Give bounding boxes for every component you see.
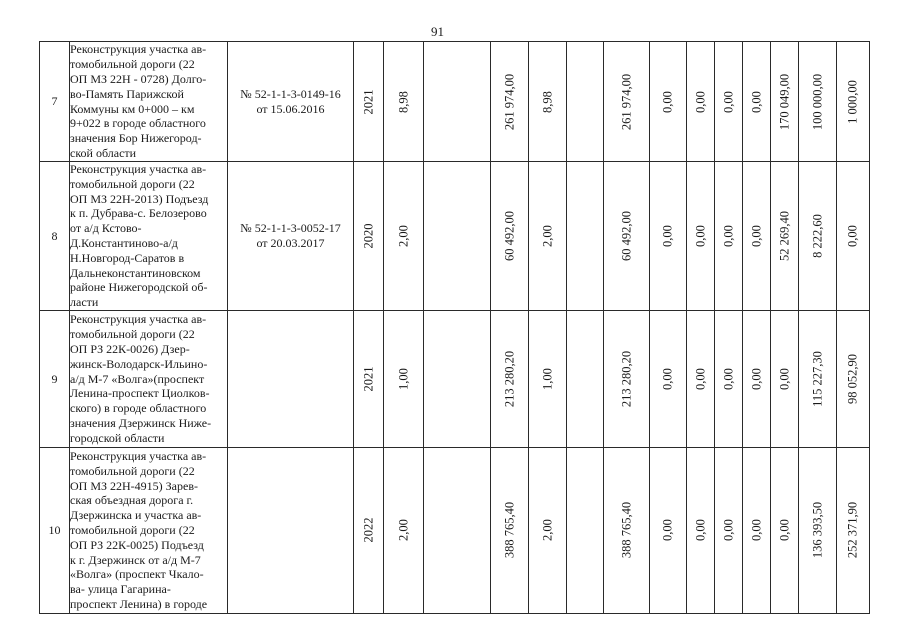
empty-cell xyxy=(424,42,491,162)
empty-cell xyxy=(424,447,491,613)
value-cell xyxy=(837,447,870,613)
value-cell xyxy=(650,162,687,311)
projects-table xyxy=(39,41,903,614)
name-line: к п. Дубрава-с. Белозерово xyxy=(70,206,207,221)
cell-value: 0,00 xyxy=(721,90,736,113)
year-cell xyxy=(354,447,384,613)
name-line: «Волга» (проспект Чкало- xyxy=(70,567,204,582)
value-cell xyxy=(650,310,687,447)
cost-cell xyxy=(491,42,529,162)
cell-value: 170 049,00 xyxy=(777,73,792,130)
name-line: ской области xyxy=(70,145,137,160)
empty-cell xyxy=(567,162,604,311)
cell-value: 8,98 xyxy=(540,90,555,113)
value-cell xyxy=(715,447,743,613)
object-name xyxy=(70,162,228,311)
name-line: ОП МЗ 22Н-4915) Зарев- xyxy=(70,478,198,493)
cost-cell xyxy=(604,42,650,162)
empty-cell xyxy=(424,310,491,447)
doc-number: № 52-1-1-3-0052-17 xyxy=(240,221,341,236)
value-cell xyxy=(743,310,771,447)
expertise-doc xyxy=(228,310,354,447)
name-line: Реконструкция участка ав- xyxy=(70,449,207,464)
value-cell xyxy=(799,42,837,162)
length-cell xyxy=(384,162,424,311)
value-cell xyxy=(771,447,799,613)
cell-value: 52 269,40 xyxy=(777,210,792,261)
value-cell xyxy=(715,310,743,447)
cell-value: 0,00 xyxy=(693,368,708,390)
name-line: Ленина-проспект Циолков- xyxy=(70,386,210,401)
name-line: томобильной дороги (22 xyxy=(70,176,195,191)
cell-value: 0,00 xyxy=(845,225,860,247)
row-number: 7 xyxy=(40,42,70,162)
cost-cell xyxy=(604,310,650,447)
cell-value: 261 974,00 xyxy=(502,73,517,130)
value-cell xyxy=(771,310,799,447)
value-cell xyxy=(650,447,687,613)
cell-value: 2021 xyxy=(361,89,376,114)
row-number: 8 xyxy=(40,162,70,311)
doc-date: от 20.03.2017 xyxy=(256,235,325,250)
length-cell xyxy=(529,42,567,162)
name-line: значения Дзержинск Ниже- xyxy=(70,415,212,430)
name-line: проспект Ленина) в городе xyxy=(70,597,208,612)
name-line: ва- улица Гагарина- xyxy=(70,582,171,597)
length-cell xyxy=(384,310,424,447)
name-line: Н.Новгород-Саратов в xyxy=(70,250,185,265)
cell-value: 0,00 xyxy=(721,225,736,247)
expertise-doc xyxy=(228,447,354,613)
cell-value: 1 000,00 xyxy=(845,79,860,124)
name-line: к г. Дзержинск от а/д М-7 xyxy=(70,552,201,567)
cell-value: 2021 xyxy=(361,366,376,392)
cell-value: 0,00 xyxy=(660,368,675,390)
cell-value: 0,00 xyxy=(721,519,736,542)
object-name xyxy=(70,310,228,447)
empty-cell xyxy=(567,310,604,447)
expertise-doc xyxy=(228,42,354,162)
name-line: районе Нижегородской об- xyxy=(70,280,208,295)
expertise-doc xyxy=(228,162,354,311)
table-row xyxy=(40,42,903,162)
name-line: ОП РЗ 22К-0025) Подъезд xyxy=(70,537,204,552)
row-number: 10 xyxy=(40,447,70,613)
name-line: ласти xyxy=(70,295,99,310)
cell-value: 0,00 xyxy=(693,90,708,113)
name-line: томобильной дороги (22 xyxy=(70,57,195,72)
cell-value: 115 227,30 xyxy=(810,351,825,407)
length-cell xyxy=(529,310,567,447)
table-row xyxy=(40,162,903,311)
cost-cell xyxy=(491,447,529,613)
cell-value: 2022 xyxy=(361,517,376,543)
name-line: Коммуны км 0+000 – км xyxy=(70,101,195,116)
cell-value: 0,00 xyxy=(660,225,675,247)
value-cell xyxy=(771,162,799,311)
cell-value: 2,00 xyxy=(540,519,555,542)
cell-value: 2,00 xyxy=(540,225,555,247)
cell-value: 60 492,00 xyxy=(619,210,634,261)
cell-value: 0,00 xyxy=(749,225,764,247)
doc-date: от 15.06.2016 xyxy=(256,101,325,116)
row-number: 9 xyxy=(40,310,70,447)
doc-number: № 52-1-1-3-0149-16 xyxy=(240,86,341,101)
cost-cell xyxy=(604,447,650,613)
name-line: а/д М-7 «Волга»(проспект xyxy=(70,371,205,386)
value-cell xyxy=(799,447,837,613)
cell-value: 98 052,90 xyxy=(845,353,860,404)
length-cell xyxy=(384,447,424,613)
year-cell xyxy=(354,310,384,447)
cell-value: 0,00 xyxy=(749,368,764,390)
value-cell xyxy=(743,162,771,311)
table-row xyxy=(40,447,903,613)
cell-value: 2,00 xyxy=(396,225,411,247)
name-line: Реконструкция участка ав- xyxy=(70,162,207,176)
name-line: от а/д Кстово- xyxy=(70,221,142,236)
value-cell xyxy=(687,42,715,162)
year-cell xyxy=(354,162,384,311)
name-line: 9+022 в городе областного xyxy=(70,116,206,131)
name-line: ОП МЗ 22Н - 0728) Долго- xyxy=(70,71,207,86)
value-cell xyxy=(837,162,870,311)
value-cell xyxy=(743,42,771,162)
cell-value: 2,00 xyxy=(396,519,411,542)
cell-value: 1,00 xyxy=(396,368,411,390)
name-line: Д.Константиново-а/д xyxy=(70,235,178,250)
name-line: томобильной дороги (22 xyxy=(70,523,195,538)
value-cell xyxy=(650,42,687,162)
value-cell xyxy=(799,310,837,447)
cell-value: 60 492,00 xyxy=(502,210,517,261)
cell-value: 2020 xyxy=(361,223,376,249)
length-cell xyxy=(384,42,424,162)
cell-value: 0,00 xyxy=(749,519,764,542)
empty-cell xyxy=(567,42,604,162)
name-line: во-Память Парижской xyxy=(70,86,184,101)
cell-value: 0,00 xyxy=(660,519,675,542)
cell-value: 213 280,20 xyxy=(619,350,634,408)
name-line: томобильной дороги (22 xyxy=(70,327,195,342)
cost-cell xyxy=(491,310,529,447)
cost-cell xyxy=(604,162,650,311)
name-line: Реконструкция участка ав- xyxy=(70,42,207,57)
cell-value: 261 974,00 xyxy=(619,73,634,130)
object-name xyxy=(70,447,228,613)
year-cell xyxy=(354,42,384,162)
name-line: ского) в городе областного xyxy=(70,401,207,416)
cell-value: 0,00 xyxy=(777,519,792,542)
value-cell xyxy=(687,447,715,613)
page-number: 91 xyxy=(431,24,444,39)
value-cell xyxy=(837,42,870,162)
length-cell xyxy=(529,447,567,613)
cell-value: 0,00 xyxy=(693,225,708,247)
cell-value: 0,00 xyxy=(660,90,675,113)
cell-value: 0,00 xyxy=(721,368,736,390)
value-cell xyxy=(837,310,870,447)
cell-value: 136 393,50 xyxy=(810,502,825,559)
cost-cell xyxy=(491,162,529,311)
name-line: Дальнеконстантиновском xyxy=(70,265,201,280)
value-cell xyxy=(799,162,837,311)
name-line: значения Бор Нижегород- xyxy=(70,131,202,146)
cell-value: 8,98 xyxy=(396,90,411,113)
object-name xyxy=(70,42,228,162)
cell-value: 388 765,40 xyxy=(619,502,634,559)
length-cell xyxy=(529,162,567,311)
cell-value: 0,00 xyxy=(749,90,764,113)
cell-value: 252 371,90 xyxy=(845,502,860,559)
table-row xyxy=(40,310,903,447)
name-line: ская объездная дорога г. xyxy=(70,493,194,508)
empty-cell xyxy=(424,162,491,311)
name-line: Реконструкция участка ав- xyxy=(70,312,207,327)
name-line: жинск-Володарск-Ильино- xyxy=(70,356,208,371)
cell-value: 1,00 xyxy=(540,368,555,390)
cell-value: 0,00 xyxy=(693,519,708,542)
name-line: Дзержинска и участка ав- xyxy=(70,508,202,523)
cell-value: 388 765,40 xyxy=(502,502,517,559)
value-cell xyxy=(743,447,771,613)
name-line: томобильной дороги (22 xyxy=(70,463,195,478)
value-cell xyxy=(687,310,715,447)
empty-cell xyxy=(567,447,604,613)
cell-value: 213 280,20 xyxy=(502,350,517,408)
name-line: городской области xyxy=(70,430,165,445)
name-line: ОП МЗ 22Н-2013) Подъезд xyxy=(70,191,209,206)
value-cell xyxy=(687,162,715,311)
value-cell xyxy=(715,162,743,311)
value-cell xyxy=(715,42,743,162)
cell-value: 0,00 xyxy=(777,368,792,390)
cell-value: 8 222,60 xyxy=(810,214,825,258)
cell-value: 100 000,00 xyxy=(810,73,825,130)
name-line: ОП РЗ 22К-0026) Дзер- xyxy=(70,341,190,356)
value-cell xyxy=(771,42,799,162)
